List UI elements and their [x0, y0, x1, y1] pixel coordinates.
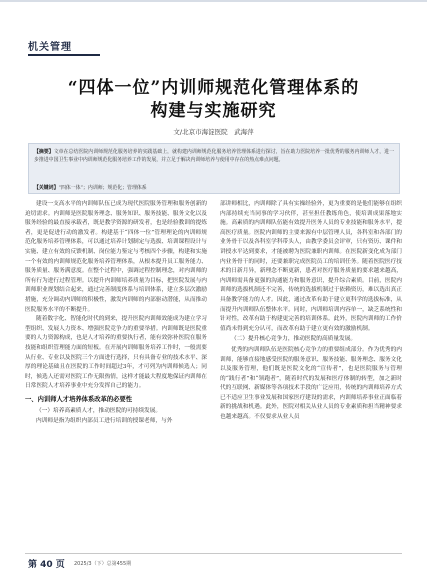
- header-rule: [0, 0, 427, 2]
- abstract-text: 文章在总结医院内训师规范化服务培养的实践基础上，就构建内训师规范化服务培养管理体系进行探讨，旨在助力医院培养一批优秀的服务内训师人才，进一步推进中国卫生事业中内训师规范化服务培养工作的发展，并立足于解决内训师培养与使用中存在的热点难点问题。: [34, 149, 394, 164]
- author-line: 文/北京市海淀医院 武海萍: [173, 128, 254, 136]
- body-paragraph: 内训师是指为组织内部员工进行培训的授课老师，与外: [36, 418, 173, 425]
- footer-rule: [25, 553, 402, 554]
- keywords: [34, 184, 394, 191]
- abstract: [34, 148, 394, 164]
- section-tag: 机关管理: [28, 42, 72, 53]
- body-paragraph: 建设一支高水平的内训师队伍已成为现代医院服务管理和服务创新的迫切需求。内训师是医院服务理念、服务知识、服务技能、服务文化以及服务经验的最直接承载者，既是教学资源的研发者，也是经验教训的提炼者，更是促进行动的激发者。构建基于“四体一位”管理理论的内训师规范化服务培养管理体系，可以通过培养计划制定与选拔、培训课程设计与实施、建立有效的反馈机制、岗位能力鉴定与考核四个步骤，构建和实施一个有效的内训师规范化服务培养管理体系，从根本提升员工服务能力、服务质量、服务满意度。在整个过程中，强调过程控制理念，对内训师的所有行为进行过程管理。以提升内训师培养质量为目标，把医院发展与内训师职业规划结合起来，通过完善制度体系与培训体系，建立多层次激励措施，充分调动内训师的积极性，激发内训师的内部驱动潜能，从而推动医院服务水平的不断提升。: [25, 201, 207, 313]
- body-column-left: [25, 200, 207, 427]
- issue-info: 2025/3（下）总第455期: [74, 561, 132, 567]
- keywords-label: 【关键词】: [34, 185, 59, 191]
- subsection-heading: （二）提升核心竞争力，推动医院的高质量发展。: [231, 336, 357, 343]
- abstract-label: 【摘要】: [34, 149, 54, 155]
- page-number: 第 40 页: [28, 560, 65, 570]
- section-heading: 一、内训师人才培养体系改革的必要性: [25, 395, 133, 403]
- body-paragraph: 优秀的内训师队伍是医院核心竞争力的重要组成部分。作为优秀的内训师，能够直接地感受医院的服务意识、服务技能、服务理念、服务文化以及服务管理，他们既是医院文化的“宣传者”，也是医院服务与管理的“践行者”和“领跑者”，随着时代的发展和医疗体制的转型，加之新时代的互联网、新媒体等各项技术手段的广泛应用，传统的内训师培养方式已不适应卫生事业发展和国家医疗建设的需求，内训师培养事业正面临着新的挑战和机遇。此外，医院对相关从业人员的专业素质和担当精神要求也越来越高。不仅要求从业人员: [220, 346, 402, 421]
- body-paragraph: 随着数字化、智能化时代的到来，提升医院内训师效能成为建立学习型组织、发展人力资本、增强医院竞争力的重要举措。内训师既是医院重要的人力资源构成，也是人才培养的重要执行者，能有效弥补医院在服务技能和组织管理能力面的短板。在开展内训师服务培养工作时，一般需要从行业、专业以及医院三个方面进行选择，只有具备专业的技术水平、深厚的理论基础且在医院的工作时间超过3年，才可列为内训师候选人；同时，候选人还需对医院工作无限热情，这样才能最大程度地保证内训师在日常医院人才培养事业中充分发挥自己的能力。: [25, 316, 207, 390]
- body-paragraph: 部讲师相比，内训师除了具有实操经验外，更为重要的是他们能够在组织内部持续充当同事的学习伙伴，甚至担任教练角色，使培训成果落地实施。高素质的内训师队伍能有效提升医务人员的专业技能和服务水平，提高医疗质量。医院内训师的主要来源有中层管理人员，各科室和各部门的业务骨干以及各科室学科带头人，由教学委员会评审，只有资历、课件和讲授水平达到要求，才能被聘为医院兼职内训师。在医院新变化成为部门内业务骨干的同时，还要兼职完成医院员工的培训任务。随着医院医疗技术的日新月异，新理念不断更新，患者对医疗服务质量的要求越来越高，内训师需具备更强的沟通能力和服务意识，提升综合素质。目前，医院内训师的选拔机制还不完善，传统的选拔机制过于依赖资历，难以选出真正具备教学能力的人才。因此，通过改革有助于建立更科学的选拔标准，从而提升内训师队伍整体水平。同时，内训师培训内容单一，缺乏系统性和针对性，改革有助于构建更完善的培训体系。此外，医院内训师的工作价值尚未得到充分认可，而改革有助于建立更有效的激励机制。: [220, 201, 402, 332]
- keywords-text: “四体一体”；内训师；规范化；管理体系: [58, 185, 147, 191]
- subsection-heading: （一）培养高素质人才，推动医院的可持续发展。: [36, 407, 162, 414]
- section-tag-underline: [28, 54, 100, 56]
- article-title-line-1: “四体一位”内训师规范化管理体系的: [67, 78, 360, 98]
- body-column-right: [220, 200, 402, 423]
- article-title-line-2: 构建与实施研究: [150, 101, 277, 121]
